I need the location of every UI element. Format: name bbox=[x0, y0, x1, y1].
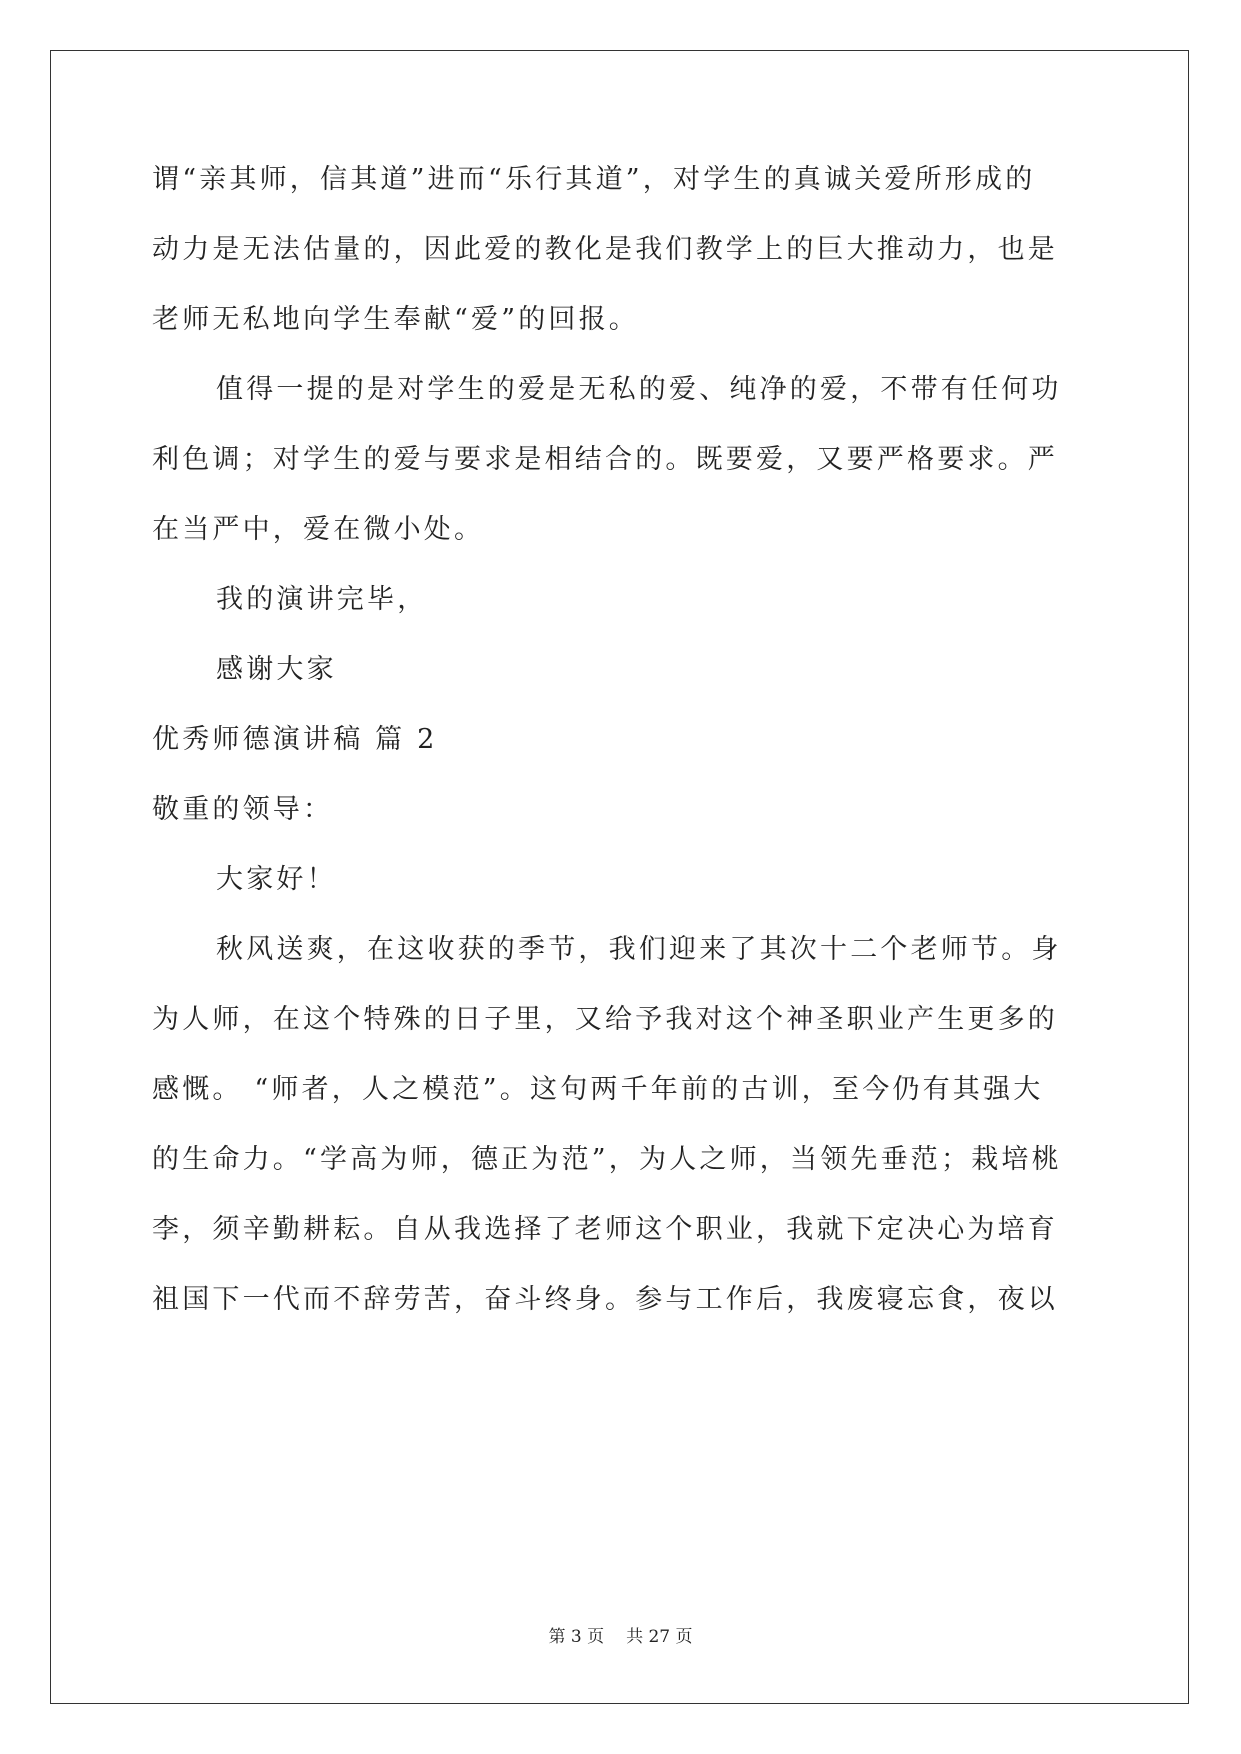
total-pages: 共 27 页 bbox=[626, 1627, 693, 1647]
body-line: 为人师，在这个特殊的日子里，又给予我对这个神圣职业产生更多的 bbox=[152, 1004, 1058, 1035]
section-title: 优秀师德演讲稿 篇 2 bbox=[152, 724, 438, 755]
body-line: 祖国下一代而不辞劳苦，奋斗终身。参与工作后，我废寝忘食，夜以 bbox=[152, 1284, 1058, 1315]
salutation: 敬重的领导： bbox=[152, 794, 334, 825]
thanks-line: 感谢大家 bbox=[216, 654, 337, 685]
body-line: 谓“亲其师，信其道”进而“乐行其道”，对学生的真诚关爱所形成的 bbox=[152, 164, 1036, 195]
paragraph-start-line: 秋风送爽，在这收获的季节，我们迎来了其次十二个老师节。身 bbox=[216, 934, 1062, 965]
closing-line: 我的演讲完毕， bbox=[216, 584, 428, 615]
page-footer bbox=[0, 1627, 1241, 1647]
body-line: 李，须辛勤耕耘。自从我选择了老师这个职业，我就下定决心为培育 bbox=[152, 1214, 1058, 1245]
body-line: 在当严中，爱在微小处。 bbox=[152, 514, 485, 545]
page-number: 第 3 页 bbox=[548, 1627, 605, 1647]
body-line: 老师无私地向学生奉献“爱”的回报。 bbox=[152, 304, 640, 335]
paragraph-start-line: 值得一提的是对学生的爱是无私的爱、纯净的爱，不带有任何功 bbox=[216, 374, 1062, 405]
body-line: 感慨。 “师者，人之模范”。这句两千年前的古训，至今仍有其强大 bbox=[152, 1074, 1044, 1105]
greeting: 大家好！ bbox=[216, 864, 337, 895]
body-line: 动力是无法估量的，因此爱的教化是我们教学上的巨大推动力，也是 bbox=[152, 234, 1058, 265]
body-line: 的生命力。“学高为师，德正为范”，为人之师，当领先垂范；栽培桃 bbox=[152, 1144, 1062, 1175]
body-line: 利色调；对学生的爱与要求是相结合的。既要爱，又要严格要求。严 bbox=[152, 444, 1058, 475]
